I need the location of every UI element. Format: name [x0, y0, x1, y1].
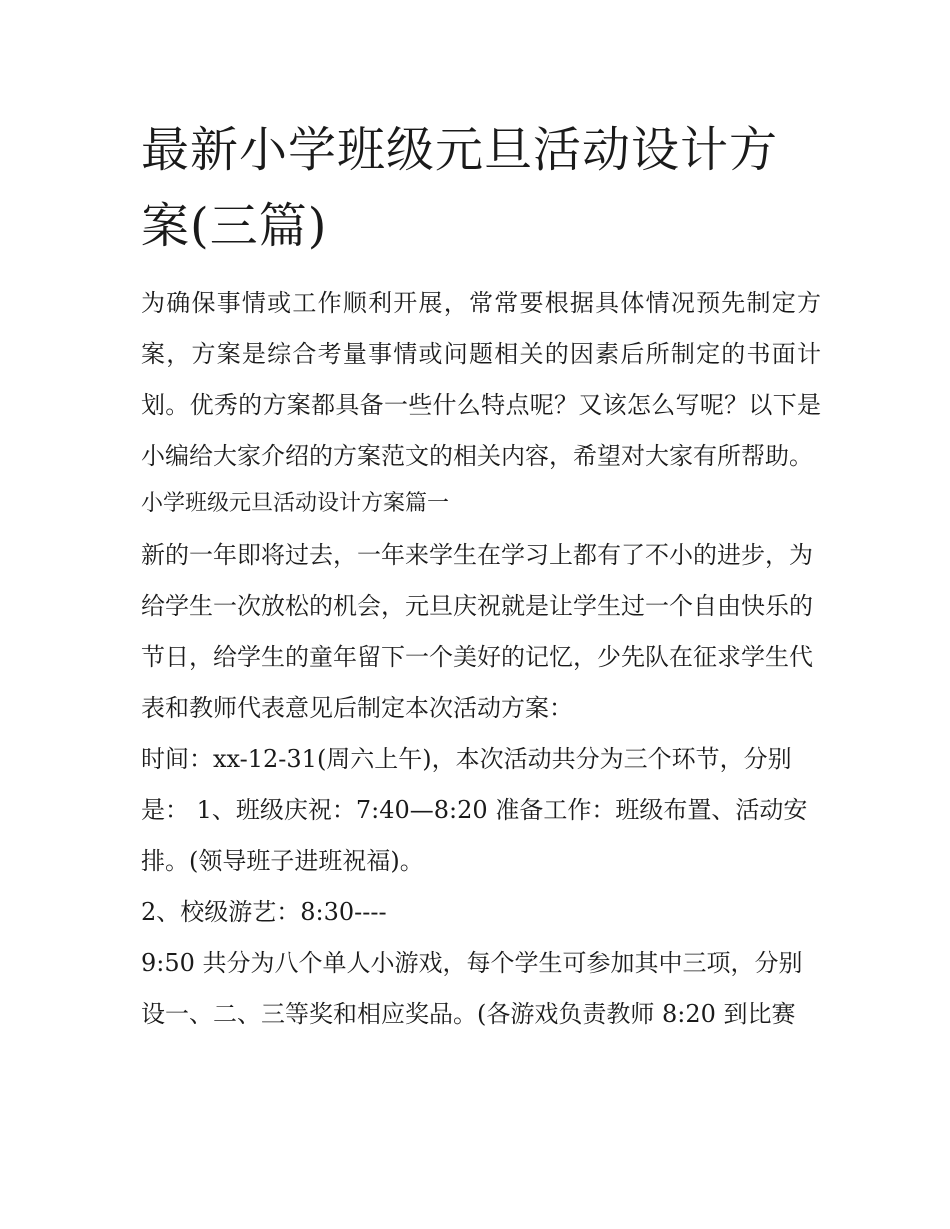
body-paragraph: 9:50 共分为八个单人小游戏，每个学生可参加其中三项，分别设一、二、三等奖和相应奖品。(各游戏负责教师 8:20 到比赛 — [141, 949, 803, 1028]
document-page — [141, 112, 821, 1040]
body-paragraph: 2、校级游艺：8:30---- — [141, 898, 387, 926]
body-paragraph: 新的一年即将过去，一年来学生在学习上都有了不小的进步，为给学生一次放松的机会，元旦庆祝就是让学生过一个自由快乐的节日，给学生的童年留下一个美好的记忆，少先队在征求学生代表和教师代表意见后制定本次活动方案： — [141, 541, 813, 722]
document-title: 最新小学班级元旦活动设计方案(三篇) — [141, 122, 779, 254]
intro-paragraph: 为确保事情或工作顺利开展，常常要根据具体情况预先制定方案，方案是综合考量事情或问题相关的因素后所制定的书面计划。优秀的方案都具备一些什么特点呢？又该怎么写呢？以下是小编给大家介绍的方案范文的相关内容，希望对大家有所帮助。 — [141, 289, 821, 470]
section-heading: 小学班级元旦活动设计方案篇一 — [141, 491, 450, 516]
body-paragraph: 时间：xx-12-31(周六上午)，本次活动共分为三个环节，分别是： 1、班级庆祝：7:40—8:20 准备工作：班级布置、活动安排。(领导班子进班祝福)。 — [141, 745, 808, 875]
